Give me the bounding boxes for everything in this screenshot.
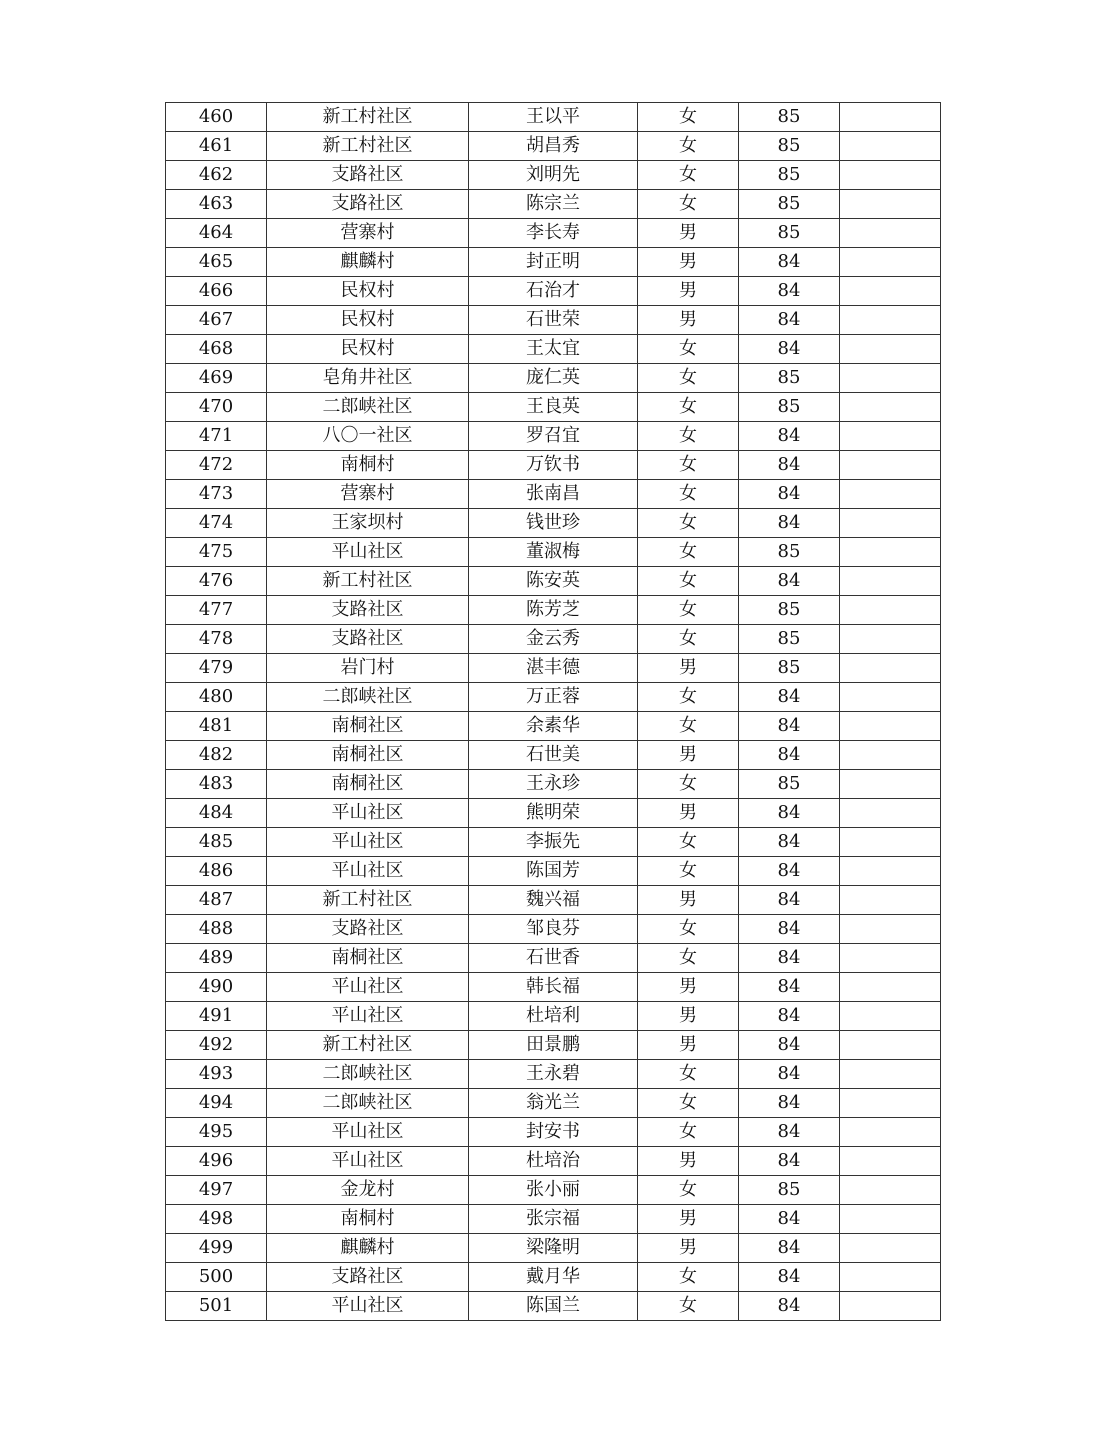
- age-cell: 84: [739, 915, 840, 944]
- table-row: [166, 625, 941, 654]
- gender-cell: 男: [638, 1234, 739, 1263]
- age-cell: 84: [739, 828, 840, 857]
- table-row: [166, 1031, 941, 1060]
- name-cell: 杜培治: [469, 1147, 638, 1176]
- age-cell: 84: [739, 741, 840, 770]
- table-row: [166, 248, 941, 277]
- name-cell: 陈安英: [469, 567, 638, 596]
- row-number-cell: 463: [166, 190, 267, 219]
- community-cell: 岩门村: [267, 654, 469, 683]
- name-cell: 封安书: [469, 1118, 638, 1147]
- age-cell: 84: [739, 1031, 840, 1060]
- row-number-cell: 475: [166, 538, 267, 567]
- community-cell: 新工村社区: [267, 132, 469, 161]
- gender-cell: 女: [638, 683, 739, 712]
- age-cell: 84: [739, 1089, 840, 1118]
- table-row: [166, 393, 941, 422]
- name-cell: 李长寿: [469, 219, 638, 248]
- row-number-cell: 501: [166, 1292, 267, 1321]
- gender-cell: 女: [638, 596, 739, 625]
- row-number-cell: 460: [166, 103, 267, 132]
- remark-cell: [840, 770, 941, 799]
- community-cell: 南桐村: [267, 451, 469, 480]
- gender-cell: 男: [638, 306, 739, 335]
- remark-cell: [840, 248, 941, 277]
- gender-cell: 女: [638, 335, 739, 364]
- gender-cell: 女: [638, 538, 739, 567]
- remark-cell: [840, 973, 941, 1002]
- gender-cell: 女: [638, 915, 739, 944]
- community-cell: 支路社区: [267, 161, 469, 190]
- age-cell: 85: [739, 161, 840, 190]
- name-cell: 魏兴福: [469, 886, 638, 915]
- table-row: [166, 1205, 941, 1234]
- remark-cell: [840, 1147, 941, 1176]
- roster-table: [165, 102, 941, 1321]
- age-cell: 84: [739, 567, 840, 596]
- remark-cell: [840, 103, 941, 132]
- age-cell: 84: [739, 886, 840, 915]
- row-number-cell: 480: [166, 683, 267, 712]
- gender-cell: 女: [638, 480, 739, 509]
- age-cell: 84: [739, 1060, 840, 1089]
- gender-cell: 女: [638, 1089, 739, 1118]
- name-cell: 封正明: [469, 248, 638, 277]
- gender-cell: 男: [638, 1205, 739, 1234]
- remark-cell: [840, 393, 941, 422]
- row-number-cell: 486: [166, 857, 267, 886]
- gender-cell: 女: [638, 1292, 739, 1321]
- community-cell: 平山社区: [267, 1147, 469, 1176]
- age-cell: 84: [739, 1292, 840, 1321]
- remark-cell: [840, 1060, 941, 1089]
- age-cell: 84: [739, 422, 840, 451]
- table-row: [166, 596, 941, 625]
- table-row: [166, 973, 941, 1002]
- remark-cell: [840, 480, 941, 509]
- gender-cell: 女: [638, 1176, 739, 1205]
- name-cell: 翁光兰: [469, 1089, 638, 1118]
- remark-cell: [840, 364, 941, 393]
- community-cell: 二郎峡社区: [267, 1060, 469, 1089]
- community-cell: 八〇一社区: [267, 422, 469, 451]
- row-number-cell: 469: [166, 364, 267, 393]
- row-number-cell: 484: [166, 799, 267, 828]
- name-cell: 王以平: [469, 103, 638, 132]
- gender-cell: 男: [638, 799, 739, 828]
- table-row: [166, 567, 941, 596]
- table-row: [166, 306, 941, 335]
- row-number-cell: 461: [166, 132, 267, 161]
- gender-cell: 男: [638, 1147, 739, 1176]
- age-cell: 84: [739, 683, 840, 712]
- name-cell: 李振先: [469, 828, 638, 857]
- gender-cell: 男: [638, 654, 739, 683]
- table-row: [166, 886, 941, 915]
- table-row: [166, 538, 941, 567]
- name-cell: 张小丽: [469, 1176, 638, 1205]
- remark-cell: [840, 422, 941, 451]
- age-cell: 85: [739, 103, 840, 132]
- community-cell: 平山社区: [267, 1002, 469, 1031]
- community-cell: 二郎峡社区: [267, 683, 469, 712]
- age-cell: 85: [739, 770, 840, 799]
- table-row: [166, 335, 941, 364]
- table-row: [166, 480, 941, 509]
- gender-cell: 女: [638, 161, 739, 190]
- row-number-cell: 481: [166, 712, 267, 741]
- gender-cell: 女: [638, 103, 739, 132]
- row-number-cell: 470: [166, 393, 267, 422]
- table-row: [166, 509, 941, 538]
- table-row: [166, 190, 941, 219]
- gender-cell: 女: [638, 393, 739, 422]
- name-cell: 陈国兰: [469, 1292, 638, 1321]
- remark-cell: [840, 654, 941, 683]
- row-number-cell: 466: [166, 277, 267, 306]
- gender-cell: 女: [638, 451, 739, 480]
- age-cell: 85: [739, 393, 840, 422]
- name-cell: 陈宗兰: [469, 190, 638, 219]
- row-number-cell: 499: [166, 1234, 267, 1263]
- community-cell: 平山社区: [267, 538, 469, 567]
- table-row: [166, 1060, 941, 1089]
- name-cell: 刘明先: [469, 161, 638, 190]
- remark-cell: [840, 161, 941, 190]
- remark-cell: [840, 1263, 941, 1292]
- table-row: [166, 944, 941, 973]
- table-row: [166, 1147, 941, 1176]
- row-number-cell: 462: [166, 161, 267, 190]
- community-cell: 支路社区: [267, 190, 469, 219]
- age-cell: 84: [739, 306, 840, 335]
- age-cell: 85: [739, 364, 840, 393]
- name-cell: 湛丰德: [469, 654, 638, 683]
- row-number-cell: 497: [166, 1176, 267, 1205]
- row-number-cell: 482: [166, 741, 267, 770]
- remark-cell: [840, 1176, 941, 1205]
- name-cell: 庞仁英: [469, 364, 638, 393]
- gender-cell: 女: [638, 712, 739, 741]
- age-cell: 84: [739, 1002, 840, 1031]
- row-number-cell: 485: [166, 828, 267, 857]
- name-cell: 梁隆明: [469, 1234, 638, 1263]
- table-row: [166, 161, 941, 190]
- remark-cell: [840, 1234, 941, 1263]
- row-number-cell: 487: [166, 886, 267, 915]
- name-cell: 邹良芬: [469, 915, 638, 944]
- table-row: [166, 799, 941, 828]
- name-cell: 戴月华: [469, 1263, 638, 1292]
- community-cell: 营寨村: [267, 219, 469, 248]
- remark-cell: [840, 1089, 941, 1118]
- table-row: [166, 828, 941, 857]
- row-number-cell: 467: [166, 306, 267, 335]
- community-cell: 平山社区: [267, 973, 469, 1002]
- table-row: [166, 712, 941, 741]
- table-row: [166, 1002, 941, 1031]
- age-cell: 85: [739, 132, 840, 161]
- gender-cell: 女: [638, 509, 739, 538]
- name-cell: 钱世珍: [469, 509, 638, 538]
- age-cell: 84: [739, 451, 840, 480]
- community-cell: 金龙村: [267, 1176, 469, 1205]
- row-number-cell: 476: [166, 567, 267, 596]
- remark-cell: [840, 1205, 941, 1234]
- name-cell: 余素华: [469, 712, 638, 741]
- table-row: [166, 277, 941, 306]
- gender-cell: 女: [638, 944, 739, 973]
- remark-cell: [840, 451, 941, 480]
- gender-cell: 男: [638, 886, 739, 915]
- community-cell: 二郎峡社区: [267, 1089, 469, 1118]
- age-cell: 85: [739, 625, 840, 654]
- community-cell: 南桐村: [267, 1205, 469, 1234]
- age-cell: 84: [739, 944, 840, 973]
- row-number-cell: 474: [166, 509, 267, 538]
- age-cell: 84: [739, 509, 840, 538]
- row-number-cell: 468: [166, 335, 267, 364]
- table-row: [166, 1118, 941, 1147]
- age-cell: 84: [739, 973, 840, 1002]
- community-cell: 支路社区: [267, 596, 469, 625]
- gender-cell: 男: [638, 277, 739, 306]
- name-cell: 王良英: [469, 393, 638, 422]
- name-cell: 胡昌秀: [469, 132, 638, 161]
- row-number-cell: 492: [166, 1031, 267, 1060]
- table-row: [166, 364, 941, 393]
- row-number-cell: 491: [166, 1002, 267, 1031]
- row-number-cell: 490: [166, 973, 267, 1002]
- community-cell: 平山社区: [267, 799, 469, 828]
- remark-cell: [840, 741, 941, 770]
- gender-cell: 女: [638, 770, 739, 799]
- table-row: [166, 1292, 941, 1321]
- table-row: [166, 857, 941, 886]
- community-cell: 支路社区: [267, 1263, 469, 1292]
- row-number-cell: 478: [166, 625, 267, 654]
- remark-cell: [840, 799, 941, 828]
- remark-cell: [840, 1031, 941, 1060]
- table-row: [166, 1089, 941, 1118]
- row-number-cell: 488: [166, 915, 267, 944]
- remark-cell: [840, 190, 941, 219]
- gender-cell: 女: [638, 828, 739, 857]
- age-cell: 84: [739, 1118, 840, 1147]
- gender-cell: 女: [638, 1118, 739, 1147]
- remark-cell: [840, 828, 941, 857]
- community-cell: 新工村社区: [267, 103, 469, 132]
- community-cell: 营寨村: [267, 480, 469, 509]
- age-cell: 84: [739, 857, 840, 886]
- name-cell: 田景鹏: [469, 1031, 638, 1060]
- gender-cell: 女: [638, 567, 739, 596]
- name-cell: 万钦书: [469, 451, 638, 480]
- community-cell: 平山社区: [267, 1118, 469, 1147]
- remark-cell: [840, 1292, 941, 1321]
- row-number-cell: 479: [166, 654, 267, 683]
- remark-cell: [840, 335, 941, 364]
- age-cell: 84: [739, 1205, 840, 1234]
- table-row: [166, 1234, 941, 1263]
- community-cell: 新工村社区: [267, 886, 469, 915]
- name-cell: 王永珍: [469, 770, 638, 799]
- table-row: [166, 683, 941, 712]
- name-cell: 张南昌: [469, 480, 638, 509]
- table-row: [166, 741, 941, 770]
- community-cell: 南桐社区: [267, 712, 469, 741]
- remark-cell: [840, 1002, 941, 1031]
- age-cell: 84: [739, 335, 840, 364]
- table-row: [166, 103, 941, 132]
- remark-cell: [840, 1118, 941, 1147]
- gender-cell: 男: [638, 1002, 739, 1031]
- row-number-cell: 500: [166, 1263, 267, 1292]
- name-cell: 陈国芳: [469, 857, 638, 886]
- row-number-cell: 465: [166, 248, 267, 277]
- gender-cell: 女: [638, 1263, 739, 1292]
- community-cell: 南桐社区: [267, 944, 469, 973]
- community-cell: 支路社区: [267, 625, 469, 654]
- remark-cell: [840, 915, 941, 944]
- age-cell: 84: [739, 712, 840, 741]
- community-cell: 南桐社区: [267, 741, 469, 770]
- row-number-cell: 483: [166, 770, 267, 799]
- community-cell: 民权村: [267, 277, 469, 306]
- table-row: [166, 219, 941, 248]
- row-number-cell: 489: [166, 944, 267, 973]
- age-cell: 84: [739, 1147, 840, 1176]
- name-cell: 石治才: [469, 277, 638, 306]
- gender-cell: 女: [638, 364, 739, 393]
- community-cell: 支路社区: [267, 915, 469, 944]
- table-row: [166, 770, 941, 799]
- remark-cell: [840, 306, 941, 335]
- community-cell: 新工村社区: [267, 1031, 469, 1060]
- remark-cell: [840, 538, 941, 567]
- age-cell: 84: [739, 1234, 840, 1263]
- remark-cell: [840, 683, 941, 712]
- name-cell: 陈芳芝: [469, 596, 638, 625]
- remark-cell: [840, 625, 941, 654]
- age-cell: 84: [739, 480, 840, 509]
- name-cell: 杜培利: [469, 1002, 638, 1031]
- gender-cell: 女: [638, 1060, 739, 1089]
- community-cell: 平山社区: [267, 857, 469, 886]
- gender-cell: 女: [638, 190, 739, 219]
- name-cell: 石世荣: [469, 306, 638, 335]
- row-number-cell: 495: [166, 1118, 267, 1147]
- gender-cell: 女: [638, 132, 739, 161]
- remark-cell: [840, 567, 941, 596]
- age-cell: 84: [739, 248, 840, 277]
- row-number-cell: 477: [166, 596, 267, 625]
- age-cell: 85: [739, 538, 840, 567]
- age-cell: 85: [739, 654, 840, 683]
- remark-cell: [840, 886, 941, 915]
- row-number-cell: 496: [166, 1147, 267, 1176]
- table-row: [166, 451, 941, 480]
- gender-cell: 女: [638, 857, 739, 886]
- gender-cell: 男: [638, 741, 739, 770]
- community-cell: 平山社区: [267, 828, 469, 857]
- community-cell: 麒麟村: [267, 248, 469, 277]
- remark-cell: [840, 596, 941, 625]
- gender-cell: 女: [638, 625, 739, 654]
- age-cell: 85: [739, 219, 840, 248]
- gender-cell: 男: [638, 1031, 739, 1060]
- community-cell: 麒麟村: [267, 1234, 469, 1263]
- row-number-cell: 494: [166, 1089, 267, 1118]
- remark-cell: [840, 944, 941, 973]
- community-cell: 皂角井社区: [267, 364, 469, 393]
- table-row: [166, 654, 941, 683]
- name-cell: 金云秀: [469, 625, 638, 654]
- community-cell: 民权村: [267, 335, 469, 364]
- age-cell: 84: [739, 799, 840, 828]
- remark-cell: [840, 219, 941, 248]
- name-cell: 石世美: [469, 741, 638, 770]
- table-row: [166, 1263, 941, 1292]
- name-cell: 熊明荣: [469, 799, 638, 828]
- community-cell: 平山社区: [267, 1292, 469, 1321]
- name-cell: 罗召宜: [469, 422, 638, 451]
- table-row: [166, 422, 941, 451]
- row-number-cell: 493: [166, 1060, 267, 1089]
- gender-cell: 男: [638, 973, 739, 1002]
- community-cell: 南桐社区: [267, 770, 469, 799]
- name-cell: 万正蓉: [469, 683, 638, 712]
- remark-cell: [840, 712, 941, 741]
- table-row: [166, 132, 941, 161]
- row-number-cell: 464: [166, 219, 267, 248]
- age-cell: 85: [739, 190, 840, 219]
- age-cell: 85: [739, 596, 840, 625]
- community-cell: 王家坝村: [267, 509, 469, 538]
- remark-cell: [840, 277, 941, 306]
- gender-cell: 女: [638, 422, 739, 451]
- age-cell: 84: [739, 277, 840, 306]
- remark-cell: [840, 509, 941, 538]
- remark-cell: [840, 857, 941, 886]
- age-cell: 85: [739, 1176, 840, 1205]
- community-cell: 二郎峡社区: [267, 393, 469, 422]
- age-cell: 84: [739, 1263, 840, 1292]
- community-cell: 新工村社区: [267, 567, 469, 596]
- remark-cell: [840, 132, 941, 161]
- roster-table-body: [166, 103, 941, 1321]
- name-cell: 董淑梅: [469, 538, 638, 567]
- table-row: [166, 1176, 941, 1205]
- gender-cell: 男: [638, 219, 739, 248]
- row-number-cell: 472: [166, 451, 267, 480]
- gender-cell: 男: [638, 248, 739, 277]
- community-cell: 民权村: [267, 306, 469, 335]
- row-number-cell: 498: [166, 1205, 267, 1234]
- row-number-cell: 473: [166, 480, 267, 509]
- name-cell: 张宗福: [469, 1205, 638, 1234]
- row-number-cell: 471: [166, 422, 267, 451]
- name-cell: 王永碧: [469, 1060, 638, 1089]
- table-row: [166, 915, 941, 944]
- name-cell: 韩长福: [469, 973, 638, 1002]
- name-cell: 石世香: [469, 944, 638, 973]
- name-cell: 王太宜: [469, 335, 638, 364]
